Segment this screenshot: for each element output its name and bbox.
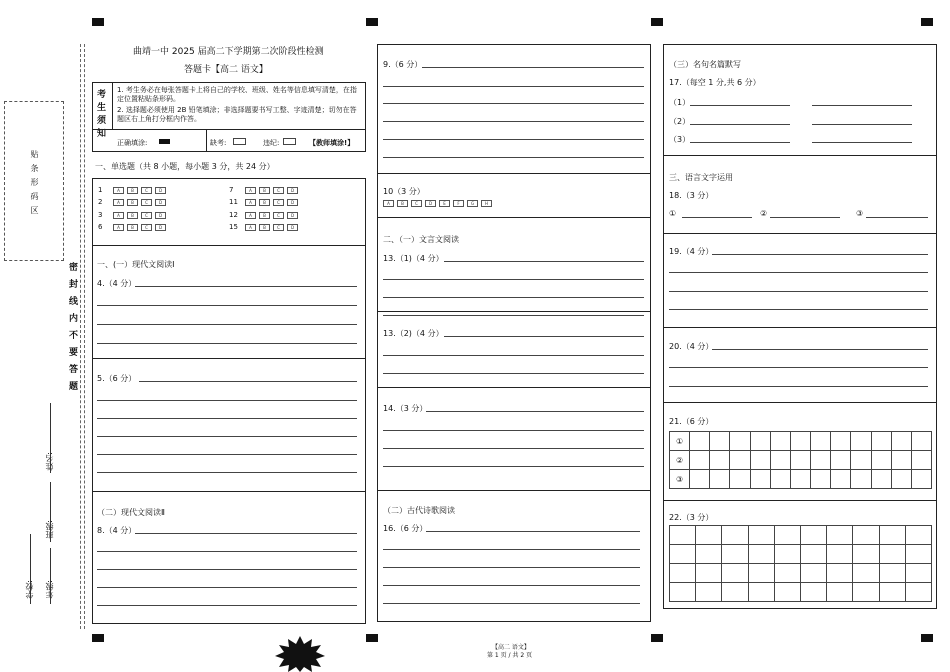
choice-num: 1 <box>98 186 103 194</box>
answer-line[interactable] <box>97 551 357 552</box>
section-divider <box>93 491 365 492</box>
section-divider <box>378 311 650 312</box>
answer-line[interactable] <box>97 605 357 606</box>
registration-mark <box>921 634 933 642</box>
violation-checkbox[interactable] <box>283 138 296 145</box>
notice-cell-divider <box>206 129 207 151</box>
registration-mark <box>651 634 663 642</box>
answer-line[interactable] <box>712 254 928 255</box>
registration-mark <box>92 18 104 26</box>
answer-line[interactable] <box>383 355 644 356</box>
question-label-5: 5.（6 分） <box>97 374 137 383</box>
answer-line[interactable] <box>383 448 644 449</box>
section-heading: （三）名句名篇默写 <box>669 60 741 69</box>
answer-line[interactable] <box>383 466 644 467</box>
choice-num: 11 <box>229 198 238 206</box>
notice-side-divider <box>112 83 113 129</box>
grade-label: 年级: <box>45 580 54 599</box>
answer-line[interactable] <box>383 121 644 122</box>
choice-num: 12 <box>229 211 238 219</box>
grade-field[interactable] <box>50 548 51 604</box>
answer-line[interactable] <box>383 567 640 568</box>
choice-options-row[interactable]: A B C D <box>245 212 298 219</box>
q18-mark: ② <box>760 209 768 218</box>
question-label-20: 20.（4 分） <box>669 342 714 351</box>
choice-num: 7 <box>229 186 234 194</box>
question-label-10: 10（3 分） <box>383 187 425 196</box>
school-field[interactable] <box>30 534 31 604</box>
answer-line[interactable] <box>669 291 928 292</box>
answer-line[interactable] <box>422 67 644 68</box>
answer-line[interactable] <box>866 217 928 218</box>
answer-line[interactable] <box>669 309 928 310</box>
barcode-area-label: 贴条形码区 <box>30 150 39 220</box>
school-label: 学校: <box>25 580 34 599</box>
question-label-21: 21.（6 分） <box>669 417 714 426</box>
seal-dashed-line <box>80 44 81 629</box>
column-1 <box>92 178 366 624</box>
question-label-13-2: 13.（2)（4 分） <box>383 329 444 338</box>
question-label-17: 17.（每空 1 分,共 6 分） <box>669 78 761 87</box>
choice-options-row[interactable]: A B C D <box>113 212 166 219</box>
notice-item-2: 2. 选择题必须使用 2B 铅笔填涂；非选择题要书写工整、字迹清楚；切勿在答题区右上角打分框内作答。 <box>117 106 357 123</box>
question-label-18: 18.（3 分） <box>669 191 714 200</box>
answer-line[interactable] <box>770 217 840 218</box>
footer-page-number: 第 1 页 / 共 2 页 <box>487 652 533 659</box>
registration-mark <box>366 634 378 642</box>
class-label: 班级: <box>45 520 54 539</box>
answer-line[interactable] <box>97 587 357 588</box>
question-label-14: 14.（3 分） <box>383 404 428 413</box>
section-divider <box>93 358 365 359</box>
answer-line[interactable] <box>682 217 752 218</box>
section-divider <box>664 327 936 328</box>
answer-line[interactable] <box>812 142 912 143</box>
answer-line[interactable] <box>812 124 912 125</box>
section-divider <box>664 155 936 156</box>
q17-row-label: （2） <box>669 117 691 126</box>
answer-line[interactable] <box>97 343 357 344</box>
seal-line-text: 密封线内不要答题 <box>67 262 77 398</box>
q17-row-label: （1） <box>669 98 691 107</box>
question-label-9: 9.（6 分） <box>383 60 423 69</box>
answer-line[interactable] <box>383 373 644 374</box>
q18-mark: ① <box>669 209 677 218</box>
question-label-19: 19.（4 分） <box>669 247 714 256</box>
choice-num: 15 <box>229 223 238 231</box>
question-label-13-1: 13.（1)（4 分） <box>383 254 444 263</box>
question-label-22: 22.（3 分） <box>669 513 714 522</box>
q18-mark: ③ <box>856 209 864 218</box>
answer-line[interactable] <box>139 381 357 382</box>
answer-line[interactable] <box>383 139 644 140</box>
teacher-fill-note: 【教师填涂!】 <box>309 139 355 147</box>
section-divider <box>378 173 650 174</box>
question-label-16: 16.（6 分） <box>383 524 428 533</box>
choice-options-row[interactable]: A B C D <box>245 224 298 231</box>
question-label-8: 8.（4 分） <box>97 526 137 535</box>
choice-num: 6 <box>98 223 103 231</box>
registration-mark <box>921 18 933 26</box>
section-divider <box>93 245 365 246</box>
notice-side-label: 考生须知 <box>97 90 107 139</box>
q21-grid[interactable]: ① ② ③ <box>669 431 932 489</box>
section-divider <box>664 233 936 234</box>
answer-line[interactable] <box>97 324 357 325</box>
absent-checkbox[interactable] <box>233 138 246 145</box>
answer-line[interactable] <box>426 531 640 532</box>
answer-line[interactable] <box>383 157 644 158</box>
class-field[interactable] <box>50 482 51 542</box>
q22-grid[interactable] <box>669 525 932 602</box>
filled-mark-sample <box>159 139 170 144</box>
answer-line[interactable] <box>690 124 790 125</box>
section-divider <box>664 402 936 403</box>
answer-line[interactable] <box>135 533 357 534</box>
answer-line[interactable] <box>97 472 357 473</box>
answer-line[interactable] <box>383 103 644 104</box>
notice-box <box>92 82 366 152</box>
answer-line[interactable] <box>444 261 644 262</box>
answer-line[interactable] <box>812 105 912 106</box>
seal-dashed-line <box>84 44 85 629</box>
answer-line[interactable] <box>97 454 357 455</box>
section-divider <box>378 490 650 491</box>
column-3 <box>663 44 937 609</box>
choice-options-row[interactable]: A B C D <box>245 199 298 206</box>
starburst-seal-icon <box>275 636 325 672</box>
answer-line[interactable] <box>135 286 357 287</box>
answer-line[interactable] <box>669 386 928 387</box>
section-divider <box>664 500 936 501</box>
choice-options-row[interactable]: A B C D <box>245 187 298 194</box>
choice-heading: 一、单选题（共 8 小题，每小题 3 分，共 24 分） <box>95 162 275 171</box>
column-2 <box>377 44 651 622</box>
answer-line[interactable] <box>669 367 928 368</box>
answer-line[interactable] <box>383 315 644 316</box>
answer-line[interactable] <box>690 142 790 143</box>
registration-mark <box>651 18 663 26</box>
section-heading: （二）古代诗歌阅读 <box>383 506 455 515</box>
registration-mark <box>366 18 378 26</box>
answer-line[interactable] <box>383 279 644 280</box>
answer-line[interactable] <box>383 549 640 550</box>
answer-line[interactable] <box>383 430 644 431</box>
fill-example-label: 正确填涂: <box>117 139 148 147</box>
name-field[interactable] <box>50 403 51 473</box>
question-label-4: 4.（4 分） <box>97 279 137 288</box>
section-heading: 一、(一）现代文阅读Ⅰ <box>97 260 175 269</box>
q17-row-label: （3） <box>669 135 691 144</box>
choice-options-row[interactable]: A B C D <box>113 199 166 206</box>
notice-item-1: 1. 考生务必在每张答题卡上将自己的学校、班级、姓名等信息填写清楚，在指定位置粘贴条形码。 <box>117 86 357 103</box>
page-title: 曲靖一中 2025 届高二下学期第二次阶段性检测 <box>133 47 324 57</box>
answer-line[interactable] <box>97 569 357 570</box>
answer-line[interactable] <box>383 603 640 604</box>
choice-num: 3 <box>98 211 103 219</box>
answer-line[interactable] <box>690 105 790 106</box>
violation-label: 违纪: <box>263 139 280 147</box>
choice-num: 2 <box>98 198 103 206</box>
answer-line[interactable] <box>97 400 357 401</box>
section-heading: 二、（一）文言文阅读 <box>383 235 459 244</box>
answer-line[interactable] <box>444 336 644 337</box>
section-divider <box>378 217 650 218</box>
answer-line[interactable] <box>383 297 644 298</box>
choice-options-row[interactable]: A B C D <box>113 224 166 231</box>
answer-line[interactable] <box>669 272 928 273</box>
name-label: 姓名: <box>45 452 54 471</box>
registration-mark <box>92 634 104 642</box>
page-subtitle: 答题卡【高二 语文】 <box>184 65 268 75</box>
answer-line[interactable] <box>426 411 644 412</box>
section-heading: 三、语言文字运用 <box>669 173 733 182</box>
answer-line[interactable] <box>712 349 928 350</box>
section-heading: （二）现代文阅读Ⅱ <box>97 508 165 517</box>
q10-options-row[interactable]: A B C D E F G H <box>383 200 492 207</box>
notice-bottom-divider <box>93 129 365 130</box>
choice-options-row[interactable]: A B C D <box>113 187 166 194</box>
answer-line[interactable] <box>97 436 357 437</box>
section-divider <box>378 387 650 388</box>
answer-line[interactable] <box>383 585 640 586</box>
footer-subject: 【高二 语文】 <box>492 644 530 651</box>
answer-line[interactable] <box>97 305 357 306</box>
answer-line[interactable] <box>97 418 357 419</box>
answer-line[interactable] <box>383 86 644 87</box>
absent-label: 缺考: <box>210 139 227 147</box>
